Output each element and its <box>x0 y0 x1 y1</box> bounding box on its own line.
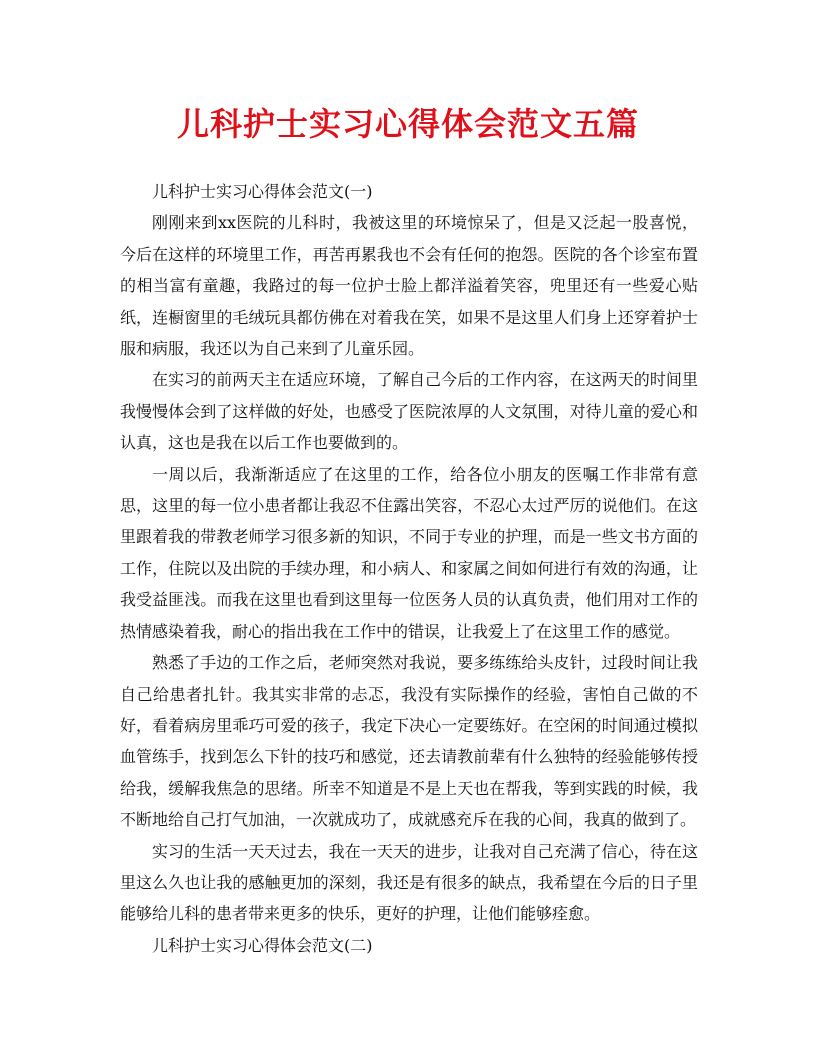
document-body <box>120 176 698 961</box>
body-paragraph: 在实习的前两天主在适应环境，了解自己今后的工作内容，在这两天的时间里我慢慢体会到了这样做的好处，也感受了医院浓厚的人文氛围，对待儿童的爱心和认真，这也是我在以后工作也要做到的。 <box>120 370 698 453</box>
body-paragraph: 刚刚来到xx医院的儿科时，我被这里的环境惊呆了，但是又泛起一股喜悦，今后在这样的环境里工作，再苦再累我也不会有任何的抱怨。医院的各个诊室布置的相当富有童趣，我路过的每一位护士脸上都洋溢着笑容，兜里还有一些爱心贴纸，连橱窗里的毛绒玩具都仿佛在对着我在笑，如果不是这里人们身上还穿着护士服和病服，我还以为自己来到了儿童乐园。 <box>120 213 698 359</box>
document-title: 儿科护士实习心得体会范文五篇 <box>176 105 639 143</box>
section-heading: 儿科护士实习心得体会范文(二) <box>152 935 373 955</box>
section-heading: 儿科护士实习心得体会范文(一) <box>152 182 373 201</box>
body-paragraph: 实习的生活一天天过去，我在一天天的进步，让我对自己充满了信心，待在这里这么久也让我的感触更加的深刻，我还是有很多的缺点，我希望在今后的日子里能够给儿科的患者带来更多的快乐，更好的护理，让他们能够痊愈。 <box>120 841 698 924</box>
body-paragraph: 一周以后，我渐渐适应了在这里的工作，给各位小朋友的医嘱工作非常有意思，这里的每一位小患者都让我忍不住露出笑容，不忍心太过严厉的说他们。在这里跟着我的带教老师学习很多新的知识，不同于专业的护理，而是一些文书方面的工作，住院以及出院的手续办理，和小病人、和家属之间如何进行有效的沟通，让我受益匪浅。而我在这里也看到这里每一位医务人员的认真负责，他们用对工作的热情感染着我，耐心的指出我在工作中的错误，让我爱上了在这里工作的感觉。 <box>120 464 698 641</box>
body-paragraph: 熟悉了手边的工作之后，老师突然对我说，要多练练给头皮针，过段时间让我自己给患者扎针。我其实非常的忐忑，我没有实际操作的经验，害怕自己做的不好，看着病房里乖巧可爱的孩子，我定下决心一定要练好。在空闲的时间通过模拟血管练手，找到怎么下针的技巧和感觉，还去请教前辈有什么独特的经验能够传授给我，缓解我焦急的思绪。所幸不知道是不是上天也在帮我，等到实践的时候，我不断地给自己打气加油，一次就成功了，成就感充斥在我的心间，我真的做到了。 <box>120 653 698 830</box>
